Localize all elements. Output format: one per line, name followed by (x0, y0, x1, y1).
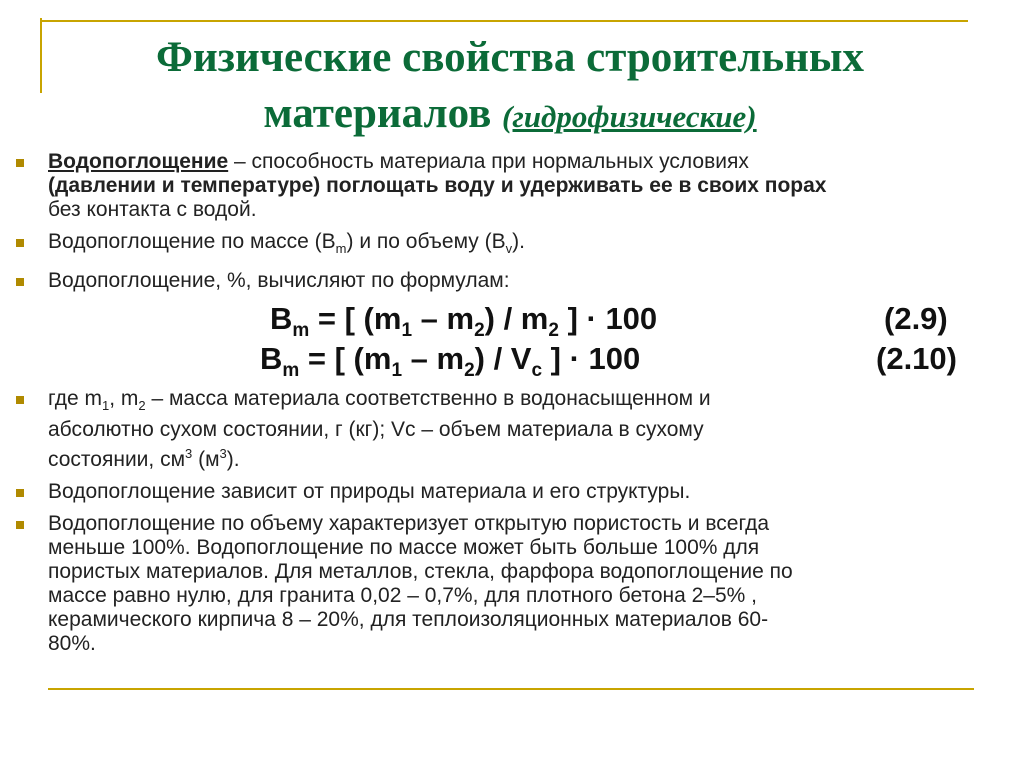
bullet-icon (16, 396, 24, 404)
list-item-structure (14, 480, 1014, 504)
item3-text: Водопоглощение, %, вычисляют по формулам: (48, 269, 510, 293)
bullet-icon (16, 489, 24, 497)
formula-part: ] · 100 (542, 341, 641, 377)
definition-text-1: – способность материала при нормальных условиях (228, 150, 749, 173)
formula-part: ) / V (474, 341, 532, 377)
item6-line: массе равно нулю, для гранита 0,02 – 0,7%, для плотного бетона 2–5% , (48, 584, 757, 608)
formula-expression (260, 341, 640, 382)
formula-number: (2.9) (884, 301, 948, 337)
where-text: абсолютно сухом состоянии, г (кг); Vc – объем материала в сухому (48, 418, 704, 442)
item5-text: Водопоглощение зависит от природы материала и его структуры. (48, 480, 691, 504)
bullet-icon (16, 239, 24, 247)
formula-lhs-sub: m (292, 320, 310, 342)
formula-expression (270, 301, 657, 342)
title-line-2-text: материалов (263, 90, 492, 137)
formula-part: – m (402, 341, 465, 377)
list-item-mass-volume (14, 230, 1014, 261)
item2-text-2: ) и по объему (В (346, 230, 506, 253)
formula-number: (2.10) (876, 341, 957, 377)
formula-part: = [ (m (309, 301, 402, 337)
where-sub: 1 (101, 398, 110, 414)
formula-part: – m (412, 301, 475, 337)
bullet-icon (16, 159, 24, 167)
formula-sub: 2 (548, 320, 559, 342)
item6-line: пористых материалов. Для металлов, стекла, фарфора водопоглощение по (48, 560, 793, 584)
title-line-1: Физические свойства строительных (156, 34, 864, 81)
where-text: где m (48, 387, 102, 411)
formula-sub: c (531, 360, 543, 382)
frame-line-bottom (48, 688, 974, 690)
formula-sub: 1 (391, 360, 403, 382)
where-text: , m (109, 387, 139, 411)
frame-line-left (40, 18, 42, 93)
formula-lhs-sub: m (282, 360, 300, 382)
item2-sub-2: v (505, 241, 513, 257)
frame-line-top (42, 20, 968, 22)
formula-sub: 2 (474, 320, 485, 342)
where-text: (м (192, 448, 220, 472)
formula-2-9 (14, 301, 1014, 341)
formula-part: = [ (m (299, 341, 392, 377)
where-text: состоянии, см (48, 448, 186, 472)
formula-sub: 2 (464, 360, 475, 382)
formula-lhs: B (270, 301, 293, 337)
where-sup: 3 (185, 446, 193, 462)
bullet-icon (16, 278, 24, 286)
item6-line: Водопоглощение по объему характеризует открытую пористость и всегда (48, 512, 770, 536)
definition-text-2: (давлении и температуре) поглощать воду и удерживать ее в своих порах (48, 174, 827, 197)
formula-2-10 (14, 341, 1014, 381)
where-text: ). (226, 448, 240, 472)
formula-sub: 1 (401, 320, 413, 342)
item6-line: 80%. (48, 632, 96, 656)
list-item-definition (14, 150, 1014, 222)
slide-title (60, 30, 960, 145)
list-item-where (14, 387, 1014, 472)
item2-text-3: ). (512, 230, 525, 253)
formula-part: ) / m (484, 301, 549, 337)
where-sup: 3 (219, 446, 227, 462)
bullet-icon (16, 521, 24, 529)
item6-line: керамического кирпича 8 – 20%, для теплоизоляционных материалов 60- (48, 608, 769, 632)
item6-line: меньше 100%. Водопоглощение по массе может быть больше 100% для (48, 536, 760, 560)
where-text: – масса материала соответственно в водонасыщенном и (145, 387, 711, 411)
formula-lhs: B (260, 341, 283, 377)
formula-part: ] · 100 (558, 301, 658, 337)
title-subtitle: (гидрофизические) (502, 99, 757, 134)
title-line-2 (60, 86, 960, 145)
term-water-absorption: Водопоглощение (48, 150, 229, 173)
list-item-porosity (14, 512, 1014, 656)
item2-text-1: Водопоглощение по массе (В (48, 230, 336, 253)
where-sub: 2 (138, 398, 146, 414)
list-item-formulas-intro (14, 269, 1014, 293)
definition-text-3: без контакта с водой. (48, 198, 257, 221)
item2-sub-1: m (335, 241, 347, 257)
slide-content (14, 150, 1014, 664)
